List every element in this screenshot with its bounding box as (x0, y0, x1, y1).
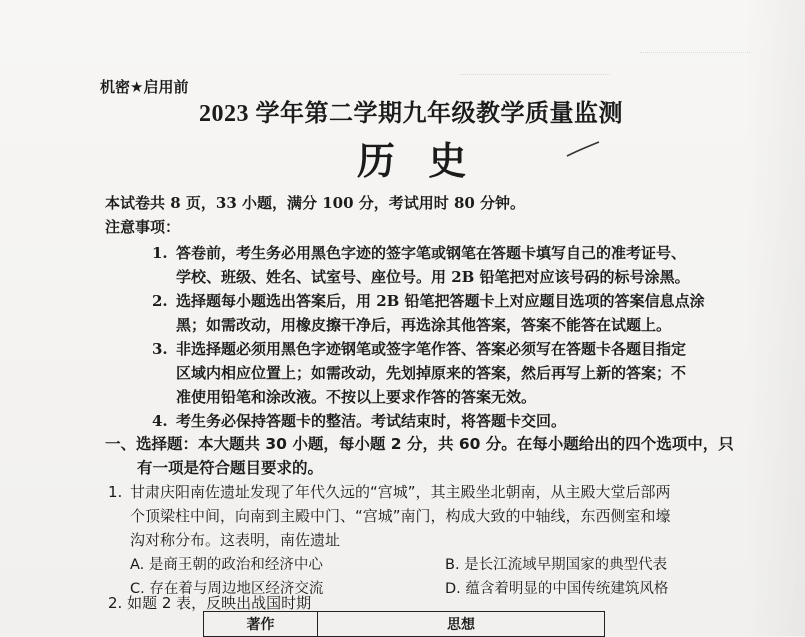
page-edge-shadow (745, 0, 805, 636)
table-header-row (204, 612, 605, 637)
section-heading-cont: 有一项是符合题目要求的。 (137, 459, 324, 477)
question-line: 沟对称分布。这表明，南佐遗址 (130, 531, 341, 549)
notice-item (152, 338, 686, 359)
subject-title: 历 史 (357, 138, 477, 183)
pen-stroke-icon (565, 140, 601, 158)
question-line: 甘肃庆阳南佐遗址发现了年代久远的“宫城”，其主殿坐北朝南，从主殿大堂后部两 (130, 483, 671, 501)
confidential-label: 机密★启用前 (100, 78, 189, 96)
notice-line: 黑；如需改动，用橡皮擦干净后，再选涂其他答案，答案不能答在试题上。 (176, 316, 672, 334)
question-line: 个顶梁柱中间，向南到主殿中门、“宫城”南门，构成大致的中轴线，东西侧室和壕 (130, 507, 671, 525)
notice-number: 2. (152, 292, 168, 310)
notice-line: 答卷前，考生务必用黑色字迹的签字笔或钢笔在答题卡填写自己的准考证号、 (176, 244, 687, 262)
question-2-table (203, 611, 605, 637)
notice-item (152, 242, 686, 263)
notice-line: 非选择题必须用黑色字迹钢笔或签字笔作答、答案必须写在答题卡各题目指定 (176, 340, 687, 358)
notice-number: 1. (152, 244, 168, 262)
question-1 (108, 481, 671, 502)
notice-line: 学校、班级、姓名、试室号、座位号。用 2B 铅笔把对应该号码的标号涂黑。 (176, 268, 690, 286)
notice-line: 区域内相应位置上；如需改动，先划掉原来的答案，然后再写上新的答案；不 (176, 364, 687, 382)
notice-line: 考生务必保持答题卡的整洁。考试结束时，将答题卡交回。 (176, 412, 567, 430)
bleed-through-mark (640, 40, 750, 53)
notice-heading: 注意事项： (105, 218, 181, 236)
notice-item (152, 290, 705, 311)
table-header-cell: 思想 (318, 612, 605, 637)
section-heading: 一、选择题：本大题共 30 小题，每小题 2 分，共 60 分。在每小题给出的四个选项中，只 (105, 435, 734, 453)
question-number: 1. (108, 483, 123, 501)
notice-number: 4. (152, 412, 168, 430)
notice-number: 3. (152, 340, 168, 358)
table-header-cell: 著作 (204, 612, 318, 637)
bleed-through-mark (460, 62, 610, 75)
option-b: B. 是长江流域早期国家的典型代表 (445, 557, 668, 573)
option-d: D. 蕴含着明显的中国传统建筑风格 (445, 581, 669, 597)
option-c: C. 存在着与周边地区经济交流 (130, 581, 324, 597)
notice-item (152, 410, 566, 431)
notice-line: 准使用铅笔和涂改液。不按以上要求作答的答案无效。 (176, 388, 537, 406)
exam-intro: 本试卷共 8 页，33 小题，满分 100 分，考试用时 80 分钟。 (105, 194, 526, 212)
notice-line: 选择题每小题选出答案后，用 2B 铅笔把答题卡上对应题目选项的答案信息点涂 (176, 292, 705, 310)
option-a: A. 是商王朝的政治和经济中心 (130, 557, 323, 573)
question-2: 2. 如题 2 表，反映出战国时期 (108, 594, 312, 612)
exam-title: 2023 学年第二学期九年级教学质量监测 (199, 101, 623, 127)
